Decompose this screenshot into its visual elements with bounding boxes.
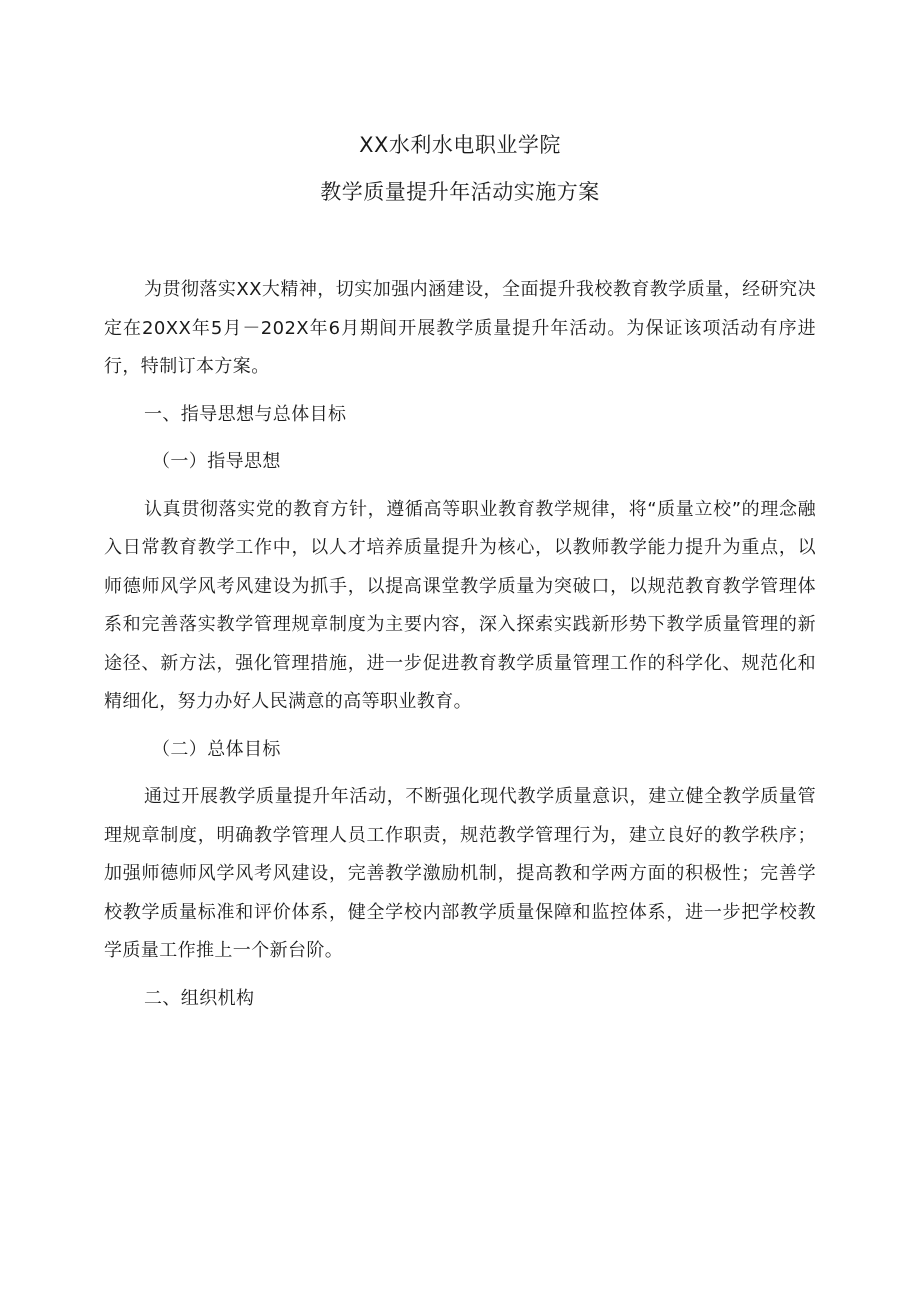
document-body [104, 271, 816, 1027]
intro-paragraph: 为贯彻落实XX大精神，切实加强内涵建设，全面提升我校教育教学质量，经研究决定在20XX年5月－202X年6月期间开展教学质量提升年活动。为保证该项活动有序进行，特制订本方案。 [104, 279, 816, 377]
section1-sub2-heading: （二）总体目标 [152, 738, 281, 760]
section2-heading: 二、组织机构 [144, 987, 255, 1009]
section1-sub2-paragraph: 通过开展教学质量提升年活动，不断强化现代教学质量意识，建立健全教学质量管理规章制度，明确教学管理人员工作职责，规范教学管理行为，建立良好的教学秩序；加强师德师风学风考风建设，完善教学激励机制，提高教和学两方面的积极性；完善学校教学质量标准和评价体系，健全学校内部教学质量保障和监控体系，进一步把学校教学质量工作推上一个新台阶。 [104, 786, 816, 961]
document-title-line2: 教学质量提升年活动实施方案 [320, 180, 600, 204]
section1-sub1-heading: （一）指导思想 [152, 451, 281, 472]
section1-sub1-paragraph: 认真贯彻落实党的教育方针，遵循高等职业教育教学规律，将“质量立校”的理念融入日常教育教学工作中，以人才培养质量提升为核心，以教师教学能力提升为重点，以师德师风学风考风建设为抓手，以提高课堂教学质量为突破口，以规范教育教学管理体系和完善落实教学管理规章制度为主要内容，深入探索实践新形势下教学质量管理的新途径、新方法，强化管理措施，进一步促进教育教学质量管理工作的科学化、规范化和精细化，努力办好人民满意的高等职业教育。 [104, 498, 816, 712]
document-title-line1: XX水利水电职业学院 [359, 133, 561, 157]
section1-heading: 一、指导思想与总体目标 [144, 403, 347, 425]
